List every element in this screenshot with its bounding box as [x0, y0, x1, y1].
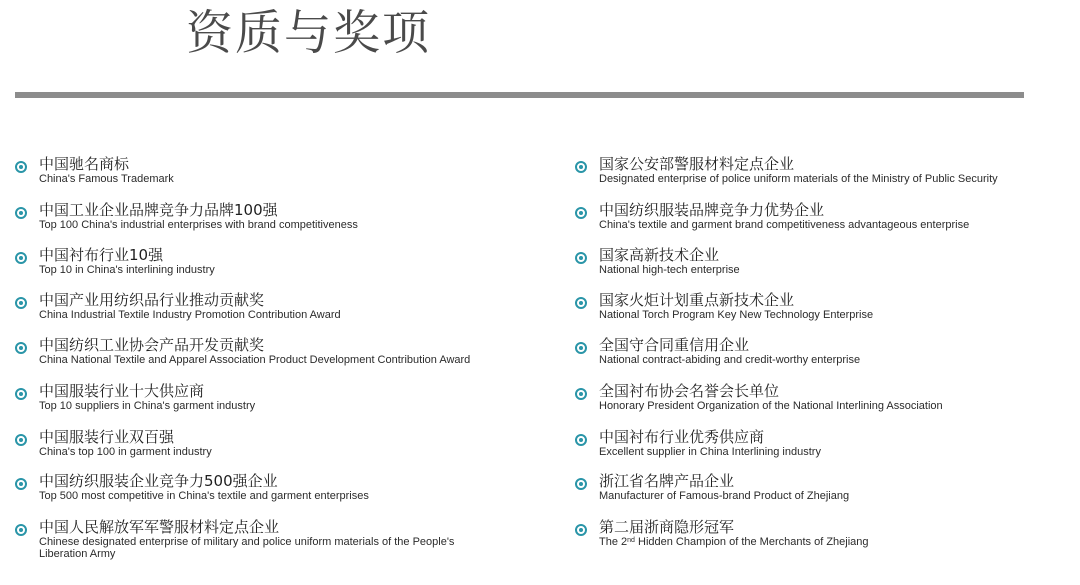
bullet-icon [575, 478, 587, 490]
bullet-icon [575, 252, 587, 264]
award-title-zh: 中国人民解放军军警服材料定点企业 [39, 518, 280, 536]
award-title-zh: 中国纺织服装企业竞争力500强企业 [39, 472, 278, 490]
bullet-icon [15, 252, 27, 264]
award-title-zh: 中国纺织服装品牌竞争力优势企业 [599, 201, 825, 219]
bullet-icon [575, 524, 587, 536]
bullet-icon [575, 342, 587, 354]
award-title-en-ordinal: nd [627, 537, 635, 544]
award-title-zh: 中国纺织工业协会产品开发贡献奖 [39, 336, 265, 354]
bullet-icon [575, 161, 587, 173]
award-title-zh: 全国守合同重信用企业 [599, 336, 750, 354]
award-title-zh: 国家高新技术企业 [599, 246, 720, 264]
bullet-icon [575, 207, 587, 219]
award-title-en: Chinese designated enterprise of military and police uniform materials of the People's Liberation Army [39, 536, 455, 560]
bullet-icon [15, 524, 27, 536]
award-title-en-prefix: The 2 [599, 536, 628, 548]
award-title-en: Top 100 China's industrial enterprises with brand competitiveness [39, 219, 358, 231]
bullet-icon [15, 207, 27, 219]
award-title-en: National contract-abiding and credit-worthy enterprise [599, 354, 861, 366]
award-title-zh: 中国产业用纺织品行业推动贡献奖 [39, 291, 265, 309]
award-title-zh: 第二届浙商隐形冠军 [599, 518, 735, 536]
award-title-en-suffix: Hidden Champion of the Merchants of Zhejiang [634, 536, 869, 548]
award-title-zh: 中国服装行业十大供应商 [39, 382, 205, 400]
award-title-en: National Torch Program Key New Technology Enterprise [599, 309, 874, 321]
bullet-icon [575, 434, 587, 446]
bullet-icon [15, 478, 27, 490]
award-title-zh: 国家公安部警服材料定点企业 [599, 155, 795, 173]
award-title-zh: 中国衬布行业10强 [39, 246, 164, 264]
award-title-en: National high-tech enterprise [599, 264, 740, 276]
bullet-icon [575, 297, 587, 309]
page-title: 资质与奖项 [186, 6, 431, 61]
award-title-zh: 浙江省名牌产品企业 [599, 472, 735, 490]
award-title-en: Top 10 in China's interlining industry [39, 264, 215, 276]
award-title-zh: 中国服装行业双百强 [39, 428, 175, 446]
award-title-en: China National Textile and Apparel Association Product Development Contribution Award [39, 354, 471, 366]
award-title-zh: 国家火炬计划重点新技术企业 [599, 291, 795, 309]
bullet-icon [15, 342, 27, 354]
award-title-en: China's textile and garment brand competitiveness advantageous enterprise [599, 219, 970, 231]
award-title-zh: 中国驰名商标 [39, 155, 130, 173]
award-title-en: China's Famous Trademark [39, 173, 174, 185]
award-title-en: Designated enterprise of police uniform materials of the Ministry of Public Security [599, 173, 998, 185]
award-title-zh: 中国工业企业品牌竞争力品牌100强 [39, 201, 278, 219]
award-title-en: Top 500 most competitive in China's textile and garment enterprises [39, 490, 369, 502]
bullet-icon [15, 388, 27, 400]
bullet-icon [575, 388, 587, 400]
award-title-en: Honorary President Organization of the National Interlining Association [599, 400, 943, 412]
award-title-en [599, 536, 1069, 548]
bullet-icon [15, 434, 27, 446]
bullet-icon [15, 297, 27, 309]
award-title-en: Manufacturer of Famous-brand Product of Zhejiang [599, 490, 850, 502]
award-title-en: Excellent supplier in China Interlining industry [599, 446, 821, 458]
award-title-zh: 中国衬布行业优秀供应商 [599, 428, 765, 446]
award-title-en: Top 10 suppliers in China's garment industry [39, 400, 256, 412]
award-title-en: China's top 100 in garment industry [39, 446, 212, 458]
award-title-zh: 全国衬布协会名誉会长单位 [599, 382, 780, 400]
bullet-icon [15, 161, 27, 173]
award-title-en: China Industrial Textile Industry Promotion Contribution Award [39, 309, 341, 321]
title-divider [15, 92, 1024, 98]
